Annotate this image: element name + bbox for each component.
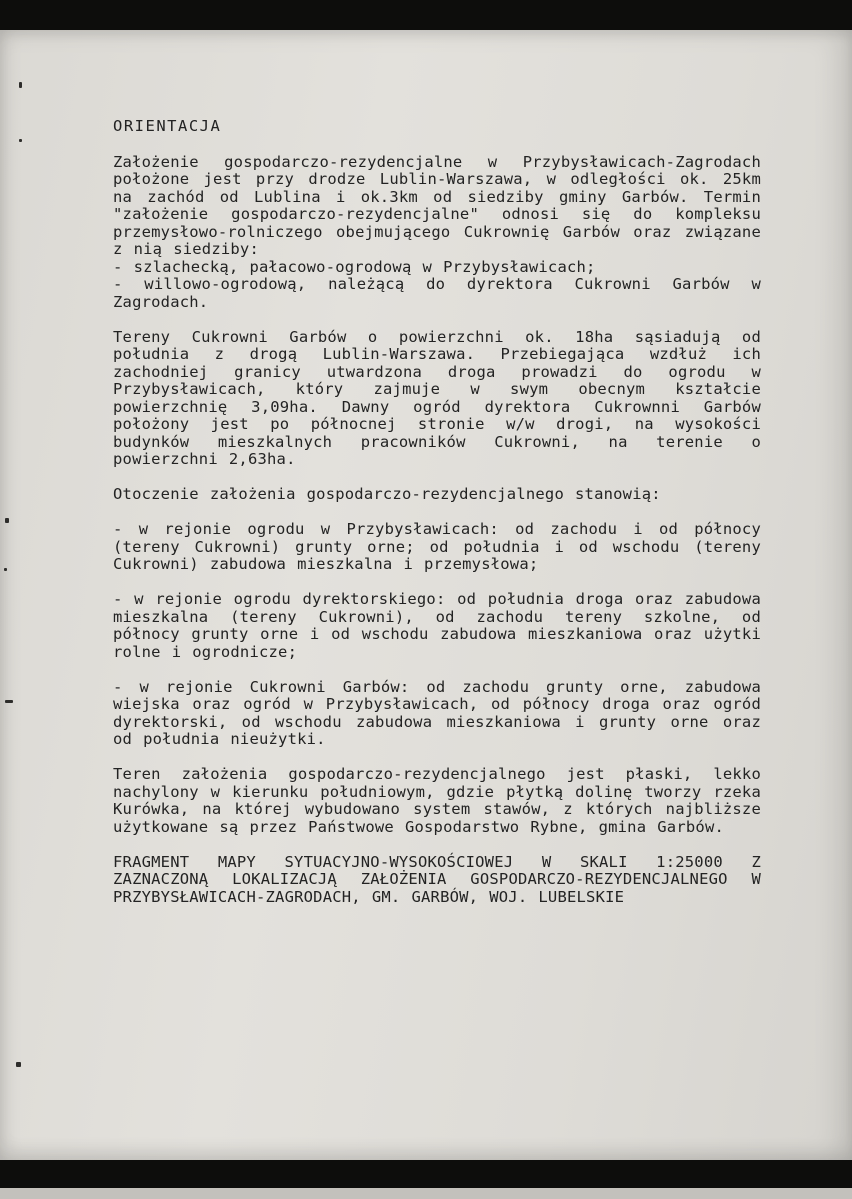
scan-artifact xyxy=(5,700,13,703)
document-title: ORIENTACJA xyxy=(113,117,222,135)
list-item-willowo: - willowo-ogrodową, należącą do dyrektora Cukrowni Garbów w Zagrodach. xyxy=(113,275,761,311)
bullet-rejon-cukrownia: - w rejonie Cukrowni Garbów: od zachodu grunty orne, zabudowa wiejska oraz ogród w Przybysławicach, od północy droga oraz ogród dyrektorski, od wschodu zabudowa mieszkaniowa i grunty orne oraz od południa nieużytki. xyxy=(113,677,761,748)
scan-artifact xyxy=(4,568,7,571)
scan-edge-bottom xyxy=(0,1160,852,1188)
paragraph-intro: Założenie gospodarczo-rezydencjalne w Przybysławicach-Zagrodach położone jest przy drodze Lublin-Warszawa, w odległości ok. 25km na zachód od Lublina i ok.3km od siedziby gminy Garbów. Termin "założenie gospodarczo-rezydencjalne" odnosi się do kompleksu przemysłowo-rolniczego obejmującego Cukrownię Garbów oraz związane z nią siedziby: xyxy=(113,152,761,258)
scan-edge-bottom-strip xyxy=(0,1188,852,1199)
scan-artifact xyxy=(19,82,22,88)
document-page xyxy=(0,30,852,1160)
paragraph-teren-uksztaltowanie: Teren założenia gospodarczo-rezydencjalnego jest płaski, lekko nachylony w kierunku południowym, gdzie płytką dolinę tworzy rzeka Kurówka, na której wybudowano system stawów, z których najbliższe użytkowane są przez Państwowe Gospodarstwo Rybne, gmina Garbów. xyxy=(113,765,761,836)
map-fragment-caption: FRAGMENT MAPY SYTUACYJNO-WYSOKOŚCIOWEJ W SKALI 1:25000 Z ZAZNACZONĄ LOKALIZACJĄ ZAŁOŻENIA GOSPODARCZO-REZYDENCJALNEGO W PRZYBYSŁAWICACH-ZAGRODACH, GM. GARBÓW, WOJ. LUBELSKIE xyxy=(113,852,761,906)
scan-artifact xyxy=(19,139,22,142)
bullet-rejon-przybyslawice: - w rejonie ogrodu w Przybysławicach: od zachodu i od północy (tereny Cukrowni) grunty orne; od południa i od wschodu (tereny Cukrowni) zabudowa mieszkalna i przemysłowa; xyxy=(113,520,761,573)
paragraph-tereny-cukrowni: Tereny Cukrowni Garbów o powierzchni ok. 18ha sąsiadują od południa z drogą Lublin-Warszawa. Przebiegająca wzdłuż ich zachodniej granicy utwardzona droga prowadzi do ogrodu w Przybysławicach, który zajmuje w swym obecnym kształcie powierzchnię 3,09ha. Dawny ogród dyrektora Cukrownni Garbów położony jest po północnej stronie w/w drogi, na wysokości budynków mieszkalnych pracowników Cukrowni, na terenie o powierzchni 2,63ha. xyxy=(113,327,761,468)
paragraph-otoczenie-heading: Otoczenie założenia gospodarczo-rezydencjalnego stanowią: xyxy=(113,485,661,503)
scan-edge-top xyxy=(0,0,852,30)
list-item-szlachecka: - szlachecką, pałacowo-ogrodową w Przybysławicach; xyxy=(113,257,596,276)
bullet-rejon-dyrektorski: - w rejonie ogrodu dyrektorskiego: od południa droga oraz zabudowa mieszkalna (tereny Cukrowni), od zachodu tereny szkolne, od północy grunty orne i od wschodu zabudowa mieszkaniowa oraz użytki rolne i ogrodnicze; xyxy=(113,590,761,661)
scan-artifact xyxy=(5,518,9,523)
scan-artifact xyxy=(16,1062,21,1067)
